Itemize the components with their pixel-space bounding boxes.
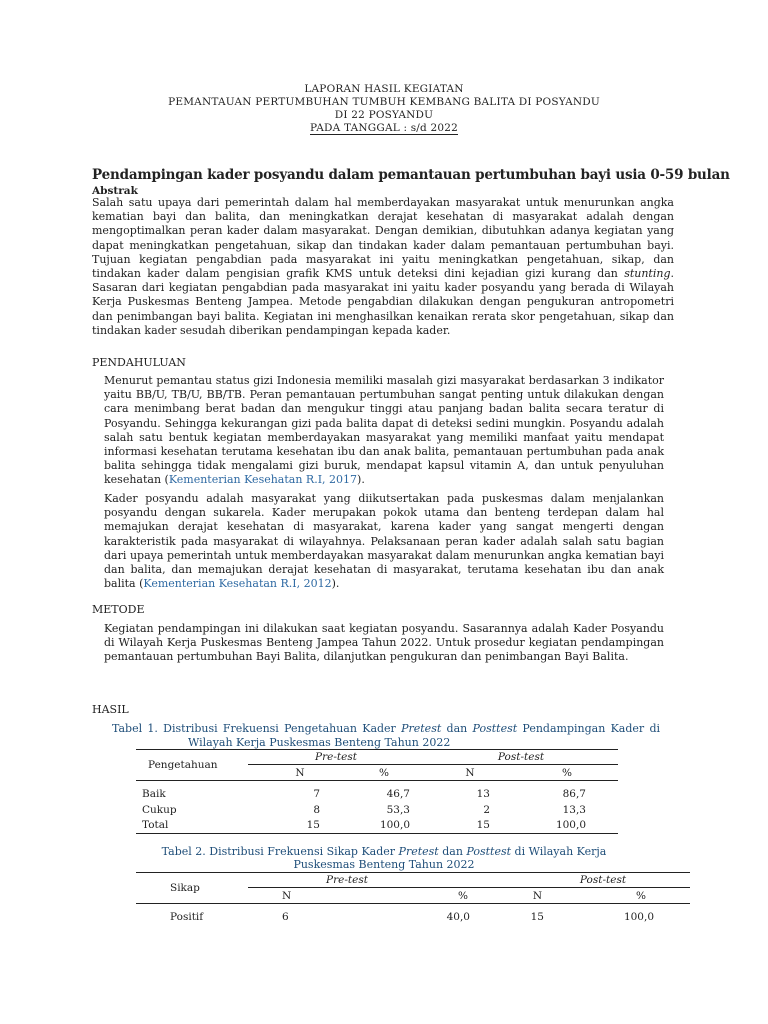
table-row	[136, 909, 690, 925]
report-title-line3: DI 22 POSYANDU	[334, 109, 434, 121]
table-row	[136, 786, 618, 802]
table1-caption-line2: Wilayah Kerja Puskesmas Benteng Tahun 2022	[188, 736, 451, 749]
cell-value: 15	[530, 910, 544, 923]
col-header-n: N	[295, 766, 305, 779]
table2-caption-line2: Puskesmas Benteng Tahun 2022	[293, 858, 475, 871]
table-row	[136, 818, 618, 834]
group-header-posttest: Post-test	[476, 873, 690, 888]
col-header-n: N	[465, 766, 475, 779]
report-title-line1: LAPORAN HASIL KEGIATAN	[304, 83, 464, 95]
cell-value: 8	[313, 803, 320, 816]
citation-link[interactable]: Kementerian Kesehatan R.I, 2012	[143, 577, 332, 591]
cell-value: 40,0	[446, 910, 470, 923]
article-title: Pendampingan kader posyandu dalam pemantauan pertumbuhan bayi usia 0-59 bulan	[92, 167, 730, 183]
report-date-line: PADA TANGGAL : s/d 2022	[309, 122, 459, 134]
cell-value: 53,3	[386, 803, 410, 816]
col-header-n: N	[282, 889, 292, 902]
metode-paragraph: Kegiatan pendampingan ini dilakukan saat kegiatan posyandu. Sasarannya adalah Kader Posyandu di Wilayah Kerja Puskesmas Benteng Jampea Tahun 2022. Untuk prosedur kegiatan pendampingan pemantauan pertumbuhan Bayi Balita, dilanjutkan pengukuran dan penimbangan Bayi Balita.	[104, 622, 664, 664]
abstract-italic-term: stunting	[624, 267, 671, 281]
col-header-n: N	[532, 889, 542, 902]
row-label: Baik	[142, 787, 166, 800]
cell-value: 7	[313, 787, 320, 800]
group-header-pretest: Pre-test	[248, 750, 424, 765]
group-header-posttest: Post-test	[424, 750, 618, 765]
citation-link[interactable]: Kementerian Kesehatan R.I, 2017	[168, 473, 358, 487]
table-row	[136, 802, 618, 818]
table2-caption-line1: Tabel 2. Distribusi Frekuensi Sikap Kader Pretest dan Posttest di Wilayah Kerja	[161, 845, 607, 858]
cell-value: 100,0	[623, 910, 654, 923]
col-header-pct: %	[562, 766, 572, 779]
cell-value: 6	[282, 910, 289, 923]
cell-value: 13,3	[562, 803, 586, 816]
abstract-label: Abstrak	[92, 185, 138, 197]
col-header-pct: %	[636, 889, 646, 902]
cell-value: 15	[476, 819, 490, 832]
abstract-text: Salah satu upaya dari pemerintah dalam hal memberdayakan masyarakat untuk menurunkan angka kematian bayi dan balita, dan meningkatkan derajat kesehatan di masyarakat adalah dengan mengoptimalkan peran kader dalam masyarakat. Dengan demikian, dibutuhkan adanya kegiatan yang dapat meningkatkan pengetahuan, sikap dan tindakan kader dalam pemantauan pertumbuhan bayi. Tujuan kegiatan pengabdian pada masyarakat ini yaitu meningkatkan pengetahuan, sikap, dan tindakan kader dalam pengisian grafik KMS untuk deteksi dini kejadian gizi kurang dan stunting. Sasaran dari kegiatan pengabdian pada masyarakat ini yaitu kader posyandu yang berada di Wilayah Kerja Puskesmas Benteng Jampea. Metode pengabdian dilakukan dengan pengukuran antropometri dan penimbangan bayi balita. Kegiatan ini menghasilkan kenaikan rerata skor pengetahuan, sikap dan tindakan kader sesudah diberikan pendampingan kepada kader.	[92, 196, 674, 337]
row-header: Pengetahuan	[136, 750, 248, 781]
col-header-pct: %	[458, 889, 468, 902]
group-header-pretest: Pre-test	[248, 873, 476, 888]
cell-value: 13	[476, 787, 490, 800]
table-pengetahuan	[136, 749, 618, 834]
cell-value: 15	[306, 819, 320, 832]
cell-value: 100,0	[379, 819, 410, 832]
cell-value: 100,0	[555, 819, 586, 832]
row-header: Sikap	[136, 873, 248, 904]
report-title-line2: PEMANTAUAN PERTUMBUHAN TUMBUH KEMBANG BALITA DI POSYANDU	[168, 96, 600, 108]
section-heading-metode: METODE	[92, 603, 145, 616]
col-header-pct: %	[379, 766, 389, 779]
cell-value: 86,7	[562, 787, 586, 800]
pendahuluan-paragraph-2: Kader posyandu adalah masyarakat yang diikutsertakan pada puskesmas dalam menjalankan posyandu dengan sukarela. Kader merupakan pokok utama dan benteng terdepan dalam hal memajukan derajat kesehatan di masyarakat, karena kader yang sangat mengerti dengan karakteristik pada masyarakat di wilayahnya. Pelaksanaan peran kader adalah salah satu bagian dari upaya pemerintah untuk memberdayakan masyarakat dalam menurunkan angka kematian bayi dan balita, dan memajukan derajat kesehatan di masyarakat, terutama kesehatan ibu dan anak balita (Kementerian Kesehatan R.I, 2012).	[104, 492, 664, 591]
section-heading-hasil: HASIL	[92, 703, 129, 716]
cell-value: 2	[483, 803, 490, 816]
row-label: Total	[142, 819, 169, 832]
table1-caption-line1: Tabel 1. Distribusi Frekuensi Pengetahuan Kader Pretest dan Posttest Pendampingan Kader di	[112, 722, 660, 735]
section-heading-pendahuluan: PENDAHULUAN	[92, 356, 186, 369]
row-label: Positif	[170, 910, 204, 923]
cell-value: 46,7	[386, 787, 410, 800]
row-label: Cukup	[142, 803, 177, 816]
pendahuluan-paragraph-1: Menurut pemantau status gizi Indonesia memiliki masalah gizi masyarakat berdasarkan 3 indikator yaitu BB/U, TB/U, BB/TB. Peran pemantauan pertumbuhan sangat penting untuk dilakukan dengan cara menimbang berat badan dan mengukur tinggi atau panjang badan balita secara teratur di Posyandu. Sehingga kekurangan gizi pada balita dapat di deteksi sedini mungkin. Posyandu adalah salah satu bentuk kegiatan memberdayakan masyarakat yang memiliki manfaat yaitu mendapat informasi kesehatan terutama kesehatan ibu dan anak balita, pemantauan pertumbuhan pada anak balita sehingga tidak mengalami gizi buruk, mendapat kapsul vitamin A, dan untuk penyuluhan kesehatan (Kementerian Kesehatan R.I, 2017).	[104, 374, 664, 487]
table-sikap	[136, 872, 690, 925]
